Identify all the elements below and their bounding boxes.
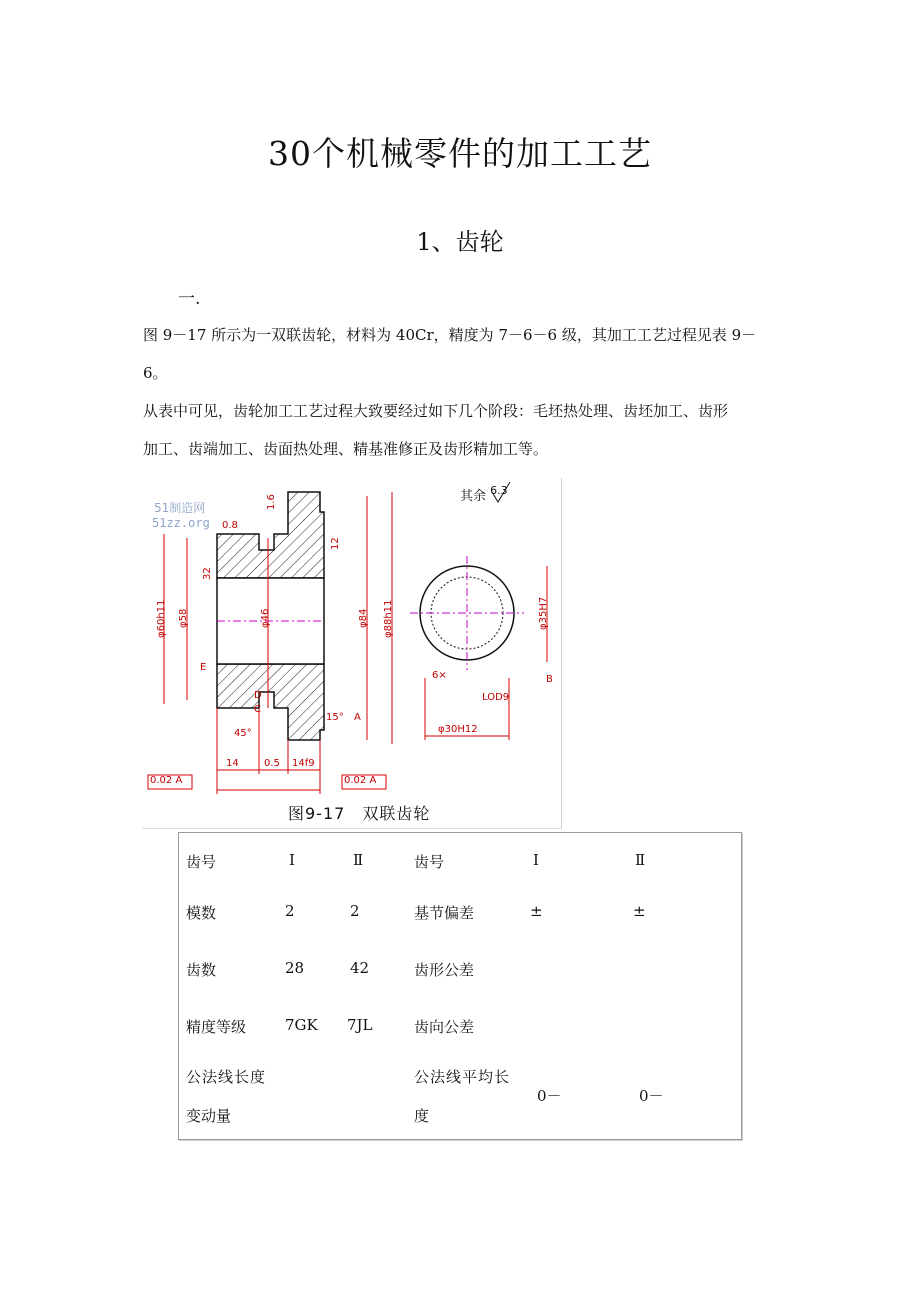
ref-b: B xyxy=(546,674,553,685)
dim-l0d9: LOD9 xyxy=(482,692,510,703)
table-cell: 模数 xyxy=(186,904,217,922)
tolerance-left-label: 0.02 A xyxy=(150,775,183,786)
figure-caption: 图9-17 双联齿轮 xyxy=(288,804,431,823)
table-cell: 齿向公差 xyxy=(414,1018,475,1036)
dim-r16: 1.6 xyxy=(266,494,277,510)
dim-w14: 14 xyxy=(226,758,239,769)
document-title: 30个机械零件的加工工艺 xyxy=(268,134,652,173)
roughness-note xyxy=(460,484,508,504)
dim-a45: 45° xyxy=(234,728,252,739)
table-cell: 公法线平均长 xyxy=(414,1068,511,1086)
table-cell: Ⅰ xyxy=(533,851,539,869)
roughness-note-value: 6.3 xyxy=(490,484,508,497)
watermark-line-2: 51zz.org xyxy=(152,516,210,530)
dim-w14f9: 14f9 xyxy=(292,758,315,769)
table-cell: 42 xyxy=(350,959,370,977)
dim-d84: φ84 xyxy=(358,608,369,628)
table-cell: 齿形公差 xyxy=(414,961,475,979)
table-cell: 齿号 xyxy=(186,853,217,871)
table-cell: Ⅱ xyxy=(353,851,364,869)
table-cell: ± xyxy=(530,902,543,920)
watermark-line-1: 51制造网 xyxy=(154,501,206,515)
gear-drawing-figure xyxy=(142,478,562,829)
table-cell: 2 xyxy=(350,902,360,920)
dim-d35: φ35H7 xyxy=(538,596,549,630)
paragraph-1-line-1: 图 9－17 所示为一双联齿轮，材料为 40Cr，精度为 7－6－6 级，其加工工艺过程见表 9－ xyxy=(143,326,757,344)
table-cell: 变动量 xyxy=(186,1107,232,1125)
paragraph-1-line-2: 6。 xyxy=(143,364,168,382)
paragraph-1 xyxy=(143,316,783,392)
table-cell: 7GK xyxy=(285,1016,318,1034)
table-cell: 精度等级 xyxy=(186,1018,247,1036)
ref-c: C xyxy=(254,704,261,715)
ref-a: A xyxy=(354,712,361,723)
dim-d60: φ60h11 xyxy=(156,599,167,638)
table-cell: 基节偏差 xyxy=(414,904,475,922)
dim-d46: φ46 xyxy=(260,608,271,628)
table-cell: 公法线长度 xyxy=(186,1068,267,1086)
dim-small12: 12 xyxy=(330,537,341,550)
table-cell: 齿数 xyxy=(186,961,217,979)
table-cell: ± xyxy=(633,902,646,920)
paragraph-2 xyxy=(143,392,783,468)
dim-d30: φ30H12 xyxy=(438,724,478,735)
ref-e: E xyxy=(200,662,207,673)
dim-d58: φ58 xyxy=(178,608,189,628)
table-cell: 0－ xyxy=(537,1087,562,1105)
section-number: 一. xyxy=(178,289,201,309)
table-cell: Ⅰ xyxy=(289,851,295,869)
paragraph-2-line-1: 从表中可见，齿轮加工工艺过程大致要经过如下几个阶段：毛坯热处理、齿坯加工、齿形 xyxy=(143,402,729,420)
table-cell: 0－ xyxy=(639,1087,664,1105)
section-title: 1、齿轮 xyxy=(416,228,504,256)
table-cell: 齿号 xyxy=(414,853,445,871)
table-cell: 度 xyxy=(414,1107,430,1125)
table-cell: 28 xyxy=(285,959,305,977)
table-cell: 2 xyxy=(285,902,295,920)
dim-d88: φ88h11 xyxy=(383,599,394,638)
dim-w05: 0.5 xyxy=(264,758,280,769)
tolerance-right-label: 0.02 A xyxy=(344,775,377,786)
dim-r08: 0.8 xyxy=(222,520,238,531)
dim-key6: 6× xyxy=(432,670,447,681)
roughness-note-label: 其余 xyxy=(460,489,487,504)
dim-small32: 32 xyxy=(202,567,213,580)
paragraph-2-line-2: 加工、齿端加工、齿面热处理、精基准修正及齿形精加工等。 xyxy=(143,440,549,458)
ref-d: D xyxy=(254,690,262,701)
gear-parameter-table xyxy=(178,832,742,1140)
dim-a15: 15° xyxy=(326,712,344,723)
table-cell: Ⅱ xyxy=(635,851,646,869)
table-cell: 7JL xyxy=(347,1016,373,1034)
